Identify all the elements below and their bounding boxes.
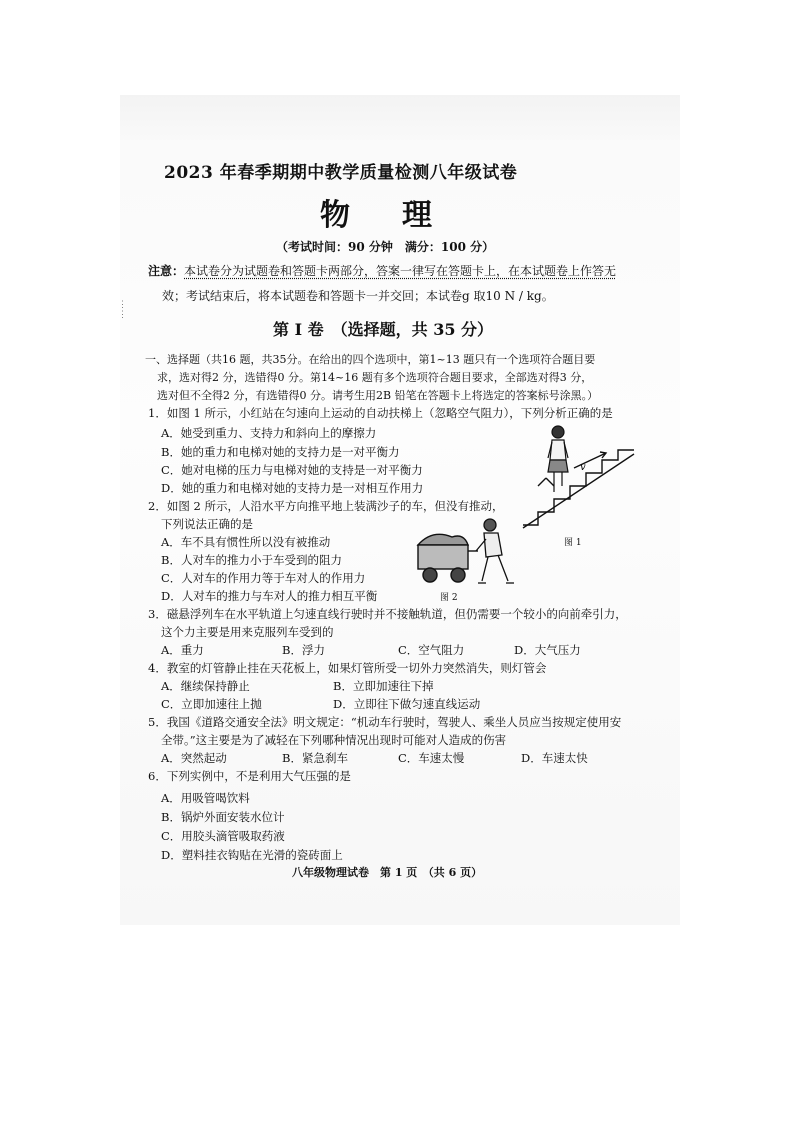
q3-option-b: B．浮力 bbox=[282, 643, 325, 657]
q4-option-d: D．立即往下做匀速直线运动 bbox=[333, 697, 481, 711]
q5-option-a: A．突然起动 bbox=[161, 751, 227, 765]
q1-option-c: C．她对电梯的压力与电梯对她的支持是一对平衡力 bbox=[161, 463, 423, 477]
section-line-1: 一、选择题（共16 题，共35分。在给出的四个选项中，第1~13 题只有一个选项符合题目要 bbox=[145, 353, 596, 366]
q2-stem-line-2: 下列说法正确的是 bbox=[161, 517, 253, 531]
q2-stem-line-1: 2．如图 2 所示，人沿水平方向推平地上装满沙子的车，但没有推动， bbox=[148, 499, 504, 513]
q5-stem-line-1: 5．我国《道路交通安全法》明文规定：“机动车行驶时，驾驶人、乘坐人员应当按规定使用安 bbox=[148, 715, 622, 729]
q3-stem-line-1: 3．磁悬浮列车在水平轨道上匀速直线行驶时并不接触轨道，但仍需要一个较小的向前牵引力， bbox=[148, 607, 627, 621]
q1-stem: 1．如图 1 所示，小红站在匀速向上运动的自动扶梯上（忽略空气阻力），下列分析正确的是 bbox=[148, 406, 613, 420]
q6-option-a: A．用吸管喝饮料 bbox=[161, 791, 250, 805]
q5-option-b: B．紧急刹车 bbox=[282, 751, 348, 765]
q5-option-c: C．车速太慢 bbox=[398, 751, 465, 765]
q3-stem-line-2: 这个力主要是用来克服列车受到的 bbox=[161, 625, 334, 639]
q3-option-c: C．空气阻力 bbox=[398, 643, 465, 657]
figure-2-cart-push bbox=[412, 515, 522, 587]
q1-option-d: D．她的重力和电梯对她的支持力是一对相互作用力 bbox=[161, 481, 424, 495]
notice-line-1 bbox=[148, 262, 616, 279]
notice-line-2: 效；考试结束后，将本试题卷和答题卡一并交回；本试卷g 取10 N / kg。 bbox=[162, 289, 554, 303]
q6-option-d: D．塑料挂衣钩贴在光滑的瓷砖面上 bbox=[161, 848, 343, 862]
page-footer: 八年级物理试卷 第 1 页 （共 6 页） bbox=[292, 866, 483, 879]
figure-1-velocity-label: v bbox=[580, 462, 586, 473]
section-line-2: 求，选对得2 分，选错得0 分。第14~16 题有多个选项符合题目要求，全部选对得3 分， bbox=[157, 371, 593, 384]
q1-option-b: B．她的重力和电梯对她的支持力是一对平衡力 bbox=[161, 445, 400, 459]
subject-title: 物理 bbox=[320, 198, 484, 233]
figure-1-escalator bbox=[518, 420, 638, 532]
notice-text-1: 本试卷分为试题卷和答题卡两部分，答案一律写在答题卡上，在本试题卷上作答无 bbox=[184, 264, 617, 278]
section-line-3: 选对但不全得2 分，有选错得0 分。请考生用2B 铅笔在答题卡上将选定的答案标号涂黑。） bbox=[157, 389, 599, 402]
exam-title: 2023 年春季期期中教学质量检测八年级试卷 bbox=[164, 163, 518, 183]
q5-stem-line-2: 全带。”这主要是为了减轻在下列哪种情况出现时可能对人造成的伤害 bbox=[161, 733, 507, 747]
q3-option-d: D．大气压力 bbox=[514, 643, 581, 657]
q4-stem: 4．教室的灯管静止挂在天花板上，如果灯管所受一切外力突然消失，则灯管会 bbox=[148, 661, 547, 675]
q4-option-c: C．立即加速往上抛 bbox=[161, 697, 262, 711]
exam-time-info: （考试时间：90 分钟 满分：100 分） bbox=[276, 240, 495, 254]
q1-option-a: A．她受到重力、支持力和斜向上的摩擦力 bbox=[161, 426, 377, 440]
q2-option-b: B．人对车的推力小于车受到的阻力 bbox=[161, 553, 342, 567]
q2-option-a: A．车不具有惯性所以没有被推动 bbox=[161, 535, 331, 549]
q6-option-b: B．锅炉外面安装水位计 bbox=[161, 810, 285, 824]
q5-option-d: D．车速太快 bbox=[521, 751, 588, 765]
section-instructions bbox=[145, 351, 598, 405]
q4-option-a: A．继续保持静止 bbox=[161, 679, 250, 693]
q6-stem: 6．下列实例中，不是利用大气压强的是 bbox=[148, 769, 351, 783]
notice-label: 注意： bbox=[148, 264, 185, 278]
q4-option-b: B．立即加速往下掉 bbox=[333, 679, 434, 693]
binding-marks: ⋮ ⋮ bbox=[118, 300, 127, 320]
q2-option-d: D．人对车的推力与车对人的推力相互平衡 bbox=[161, 589, 378, 603]
q6-option-c: C．用胶头滴管吸取药液 bbox=[161, 829, 285, 843]
part-title: 第 Ⅰ 卷 （选择题，共 35 分） bbox=[273, 320, 494, 339]
q2-option-c: C．人对车的作用力等于车对人的作用力 bbox=[161, 571, 366, 585]
figure-1-caption: 图 1 bbox=[564, 538, 582, 548]
figure-2-caption: 图 2 bbox=[440, 593, 458, 603]
q3-option-a: A．重力 bbox=[161, 643, 204, 657]
